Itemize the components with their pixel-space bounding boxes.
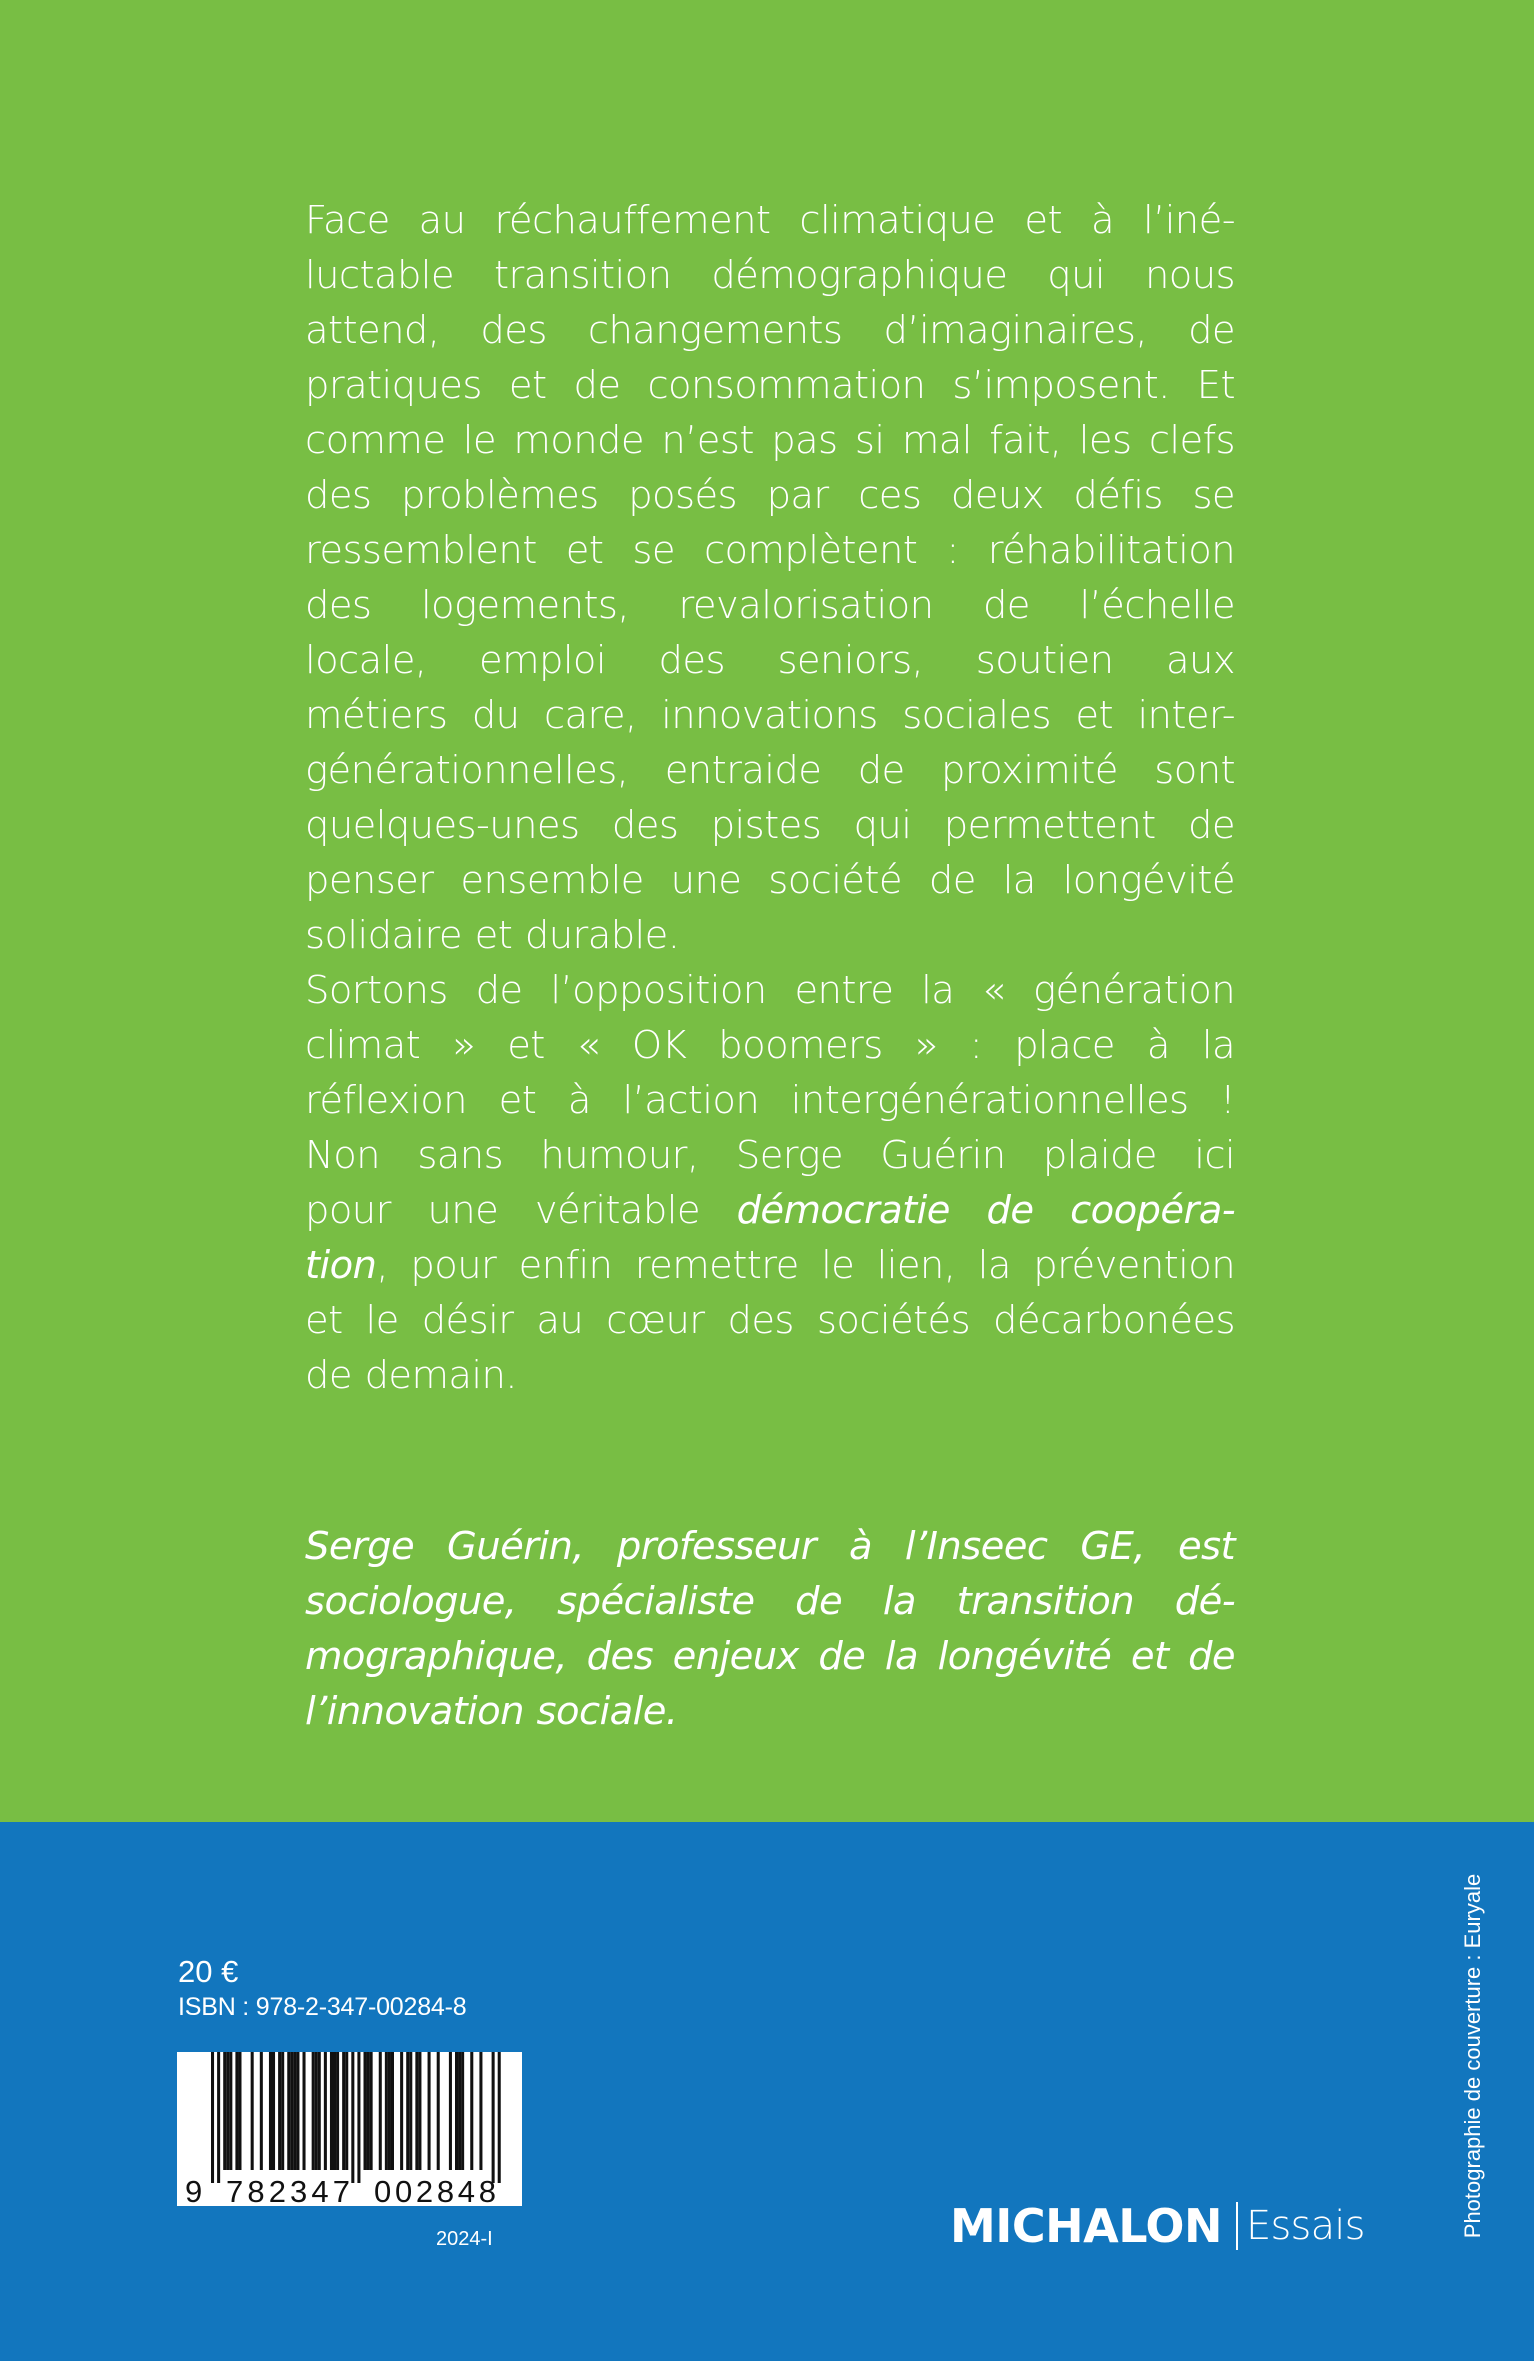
- blurb-line: solidaire et durable.: [305, 913, 680, 958]
- blurb-line: pratiques et de consommation s’imposent. Et: [305, 363, 1235, 408]
- bio-line: sociologue, spécialiste de la transition dé-: [305, 1579, 1235, 1624]
- ean13-barcode: [177, 2052, 522, 2206]
- blurb-text: , pour enfin remettre le lien, la prévention: [376, 1243, 1235, 1288]
- photo-credit: Photographie de couverture : Euryale: [1460, 1873, 1485, 2239]
- publisher-logo: [950, 2196, 1365, 2256]
- publisher-brand: MICHALON: [950, 2199, 1223, 2253]
- blurb-emphasis: démocratie de coopéra-: [736, 1188, 1235, 1233]
- blurb-line: luctable transition démographique qui nous: [305, 253, 1235, 298]
- blurb-paragraph-2: [305, 963, 1235, 1403]
- blurb-line: générationnelles, entraide de proximité sont: [305, 748, 1235, 793]
- svg-text:782347: 782347: [226, 2174, 350, 2206]
- blurb-line: penser ensemble une société de la longévité: [305, 858, 1235, 903]
- svg-text:002848: 002848: [374, 2174, 496, 2206]
- bio-line: Serge Guérin, professeur à l’Inseec GE, est: [305, 1524, 1235, 1569]
- logo-divider: [1236, 2202, 1238, 2250]
- edition-code: 2024-I: [436, 2228, 493, 2250]
- back-cover-blurb: [305, 193, 1235, 1739]
- blurb-line: [305, 1238, 1235, 1293]
- blurb-line: [305, 1183, 1235, 1238]
- svg-text:9: 9: [185, 2174, 203, 2206]
- isbn-label: ISBN : 978-2-347-00284-8: [178, 1993, 467, 2021]
- blurb-line: locale, emploi des seniors, soutien aux: [305, 638, 1235, 683]
- blurb-line: et le désir au cœur des sociétés décarbonées: [305, 1298, 1235, 1343]
- blurb-line: climat » et « OK boomers » : place à la: [305, 1023, 1235, 1068]
- blurb-emphasis: tion: [305, 1243, 377, 1288]
- author-bio: [305, 1519, 1235, 1739]
- bio-line: mographique, des enjeux de la longévité et de: [305, 1634, 1235, 1679]
- blurb-line: de demain.: [305, 1353, 517, 1398]
- blurb-line: comme le monde n’est pas si mal fait, les clefs: [305, 418, 1235, 463]
- blurb-line: Non sans humour, Serge Guérin plaide ici: [305, 1133, 1235, 1178]
- blurb-text: pour une véritable: [305, 1188, 737, 1233]
- blurb-paragraph-1: [305, 193, 1235, 963]
- blurb-line: ressemblent et se complètent : réhabilitation: [305, 528, 1235, 573]
- blurb-line: réflexion et à l’action intergénérationnelles !: [305, 1078, 1235, 1123]
- barcode-bars: [177, 2052, 522, 2206]
- blurb-line: des problèmes posés par ces deux défis se: [305, 473, 1235, 518]
- collection-name: Essais: [1246, 2203, 1365, 2249]
- blurb-line: métiers du care, innovations sociales et inter-: [305, 693, 1235, 738]
- blurb-line: quelques-unes des pistes qui permettent de: [305, 803, 1235, 848]
- blurb-line: des logements, revalorisation de l’échelle: [305, 583, 1235, 628]
- bio-line: l’innovation sociale.: [305, 1689, 678, 1734]
- blurb-line: attend, des changements d’imaginaires, de: [305, 308, 1235, 353]
- price-label: 20 €: [178, 1954, 239, 1989]
- blurb-line: Sortons de l’opposition entre la « génération: [305, 968, 1235, 1013]
- blurb-line: Face au réchauffement climatique et à l’iné-: [305, 198, 1235, 243]
